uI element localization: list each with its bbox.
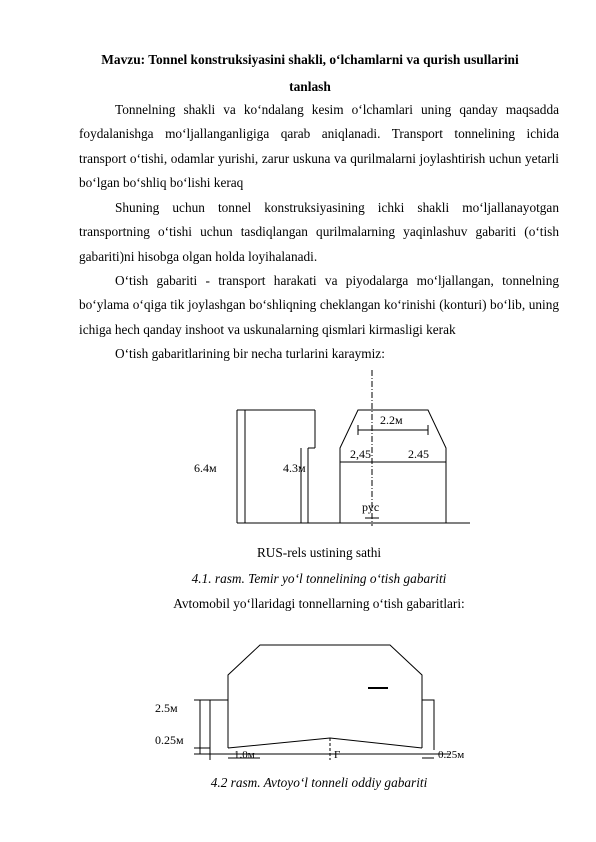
label-rail: рус <box>362 500 380 514</box>
figure-1-caption: 4.1. rasm. Temir yo‘l tonnelining o‘tish gabariti <box>191 571 447 586</box>
paragraph-3-text: O‘tish gabariti - transport harakati va piyodalarga mo‘ljallangan, tonnelning bo‘ylama o‘qiga tik joylashgan bo‘shliqning cheklangan ko‘rinishi (konturi) bo‘lib, uning ichiga hech qanday inshoot va uskunalarning qismlari kirmasligi kerak <box>79 273 559 337</box>
label-axis: Г <box>334 749 341 761</box>
figure-1-note: RUS-rels ustining sathi <box>256 545 382 560</box>
paragraph-3 <box>79 269 559 342</box>
paragraph-2-text: Shuning uchun tonnel konstruksiyasining ichki shakli mo‘ljallanayotgan transportning o‘tishi uchun tasdiqlangan qurilmalarning yaqinlashuv gabariti (o‘tish gabariti)ni hisobga olgan holda loyihalanadi. <box>79 200 559 264</box>
label-height-inner: 4.3м <box>283 461 306 475</box>
label-top-width: 2.2м <box>380 413 403 427</box>
title-line-1: Mavzu: Tonnel konstruksiyasini shakli, o‘lchamlarni va qurish usullarini <box>101 52 519 67</box>
paragraph-4: O‘tish gabaritlarining bir necha turlarini karaymiz: <box>115 346 385 361</box>
figure-1-railway-clearance-diagram <box>190 368 470 528</box>
label-height-curb: 0.25м <box>155 733 184 747</box>
label-left-half: 2,45 <box>350 447 371 461</box>
label-height-total: 6.4м <box>194 461 217 475</box>
paragraph-1 <box>79 98 559 196</box>
section-2-intro: Avtomobil yo‘llaridagi tonnellarning o‘tish gabaritlari: <box>173 596 465 611</box>
paragraph-1-text: Tonnelning shakli va ko‘ndalang kesim o‘lchamlari uning qanday maqsadda foydalanishga mo‘ljallanganligiga qarab aniqlanadi. Transport tonnelining ichida transport o‘tishi, odamlar yurishi, zarur uskuna va qurilmalarni joylashtirish uchun yetarli bo‘lgan bo‘shliq bo‘lishi keraq <box>79 102 559 191</box>
title-line-2: tanlash <box>289 79 331 94</box>
label-height-main: 2.5м <box>155 701 178 715</box>
figure-2-road-clearance-diagram <box>150 630 510 770</box>
tunnel-outline <box>210 645 434 760</box>
figure-2-caption: 4.2 rasm. Avtoyo‘l tonneli oddiy gabariti <box>210 775 428 790</box>
road-surface <box>228 738 422 748</box>
paragraph-2 <box>79 196 559 269</box>
label-right-half: 2.45 <box>408 447 429 461</box>
label-right-offset: 0.25м <box>438 749 465 761</box>
label-walkway-width: 1.0м <box>234 749 255 761</box>
